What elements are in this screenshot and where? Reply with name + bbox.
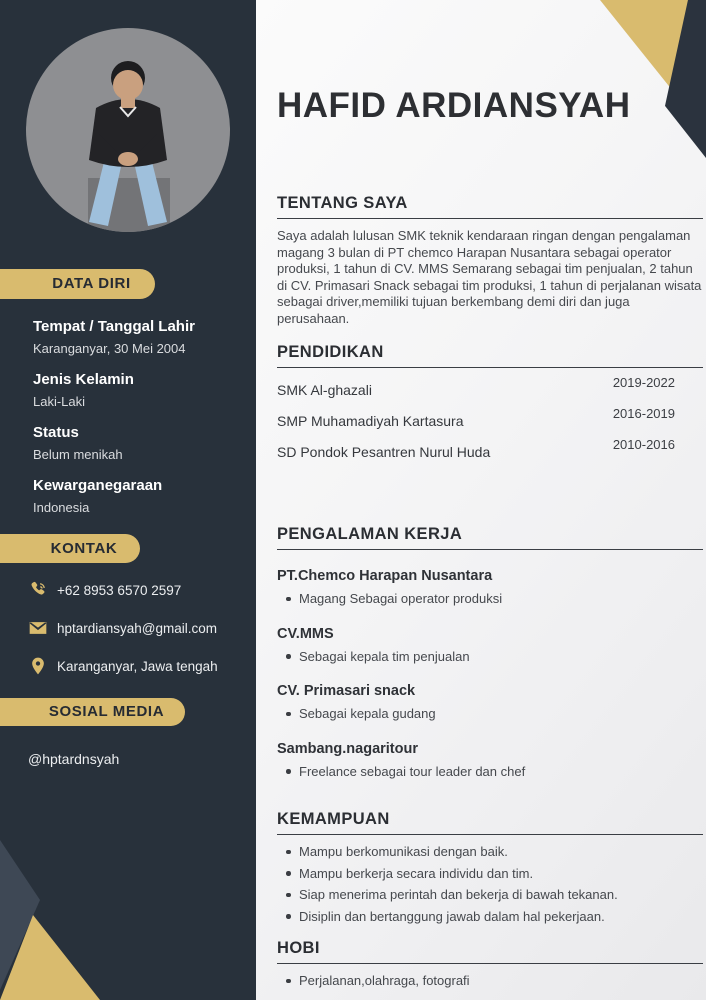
section-hobi [277, 939, 703, 990]
section-heading: HOBI [277, 939, 703, 964]
data-diri-fields [0, 317, 256, 516]
section-pengalaman-kerja [277, 525, 703, 780]
skill-item: Siap menerima perintah dan bekerja di bawah tekanan. [277, 886, 703, 904]
skills-list [277, 843, 703, 925]
sosial-media-badge: SOSIAL MEDIA [0, 698, 185, 726]
social-handle: @hptardnsyah [28, 751, 120, 767]
section-heading: KEMAMPUAN [277, 810, 703, 835]
field-value: Karanganyar, 30 Mei 2004 [33, 341, 186, 356]
field-gender [33, 370, 242, 410]
education-row [277, 370, 703, 401]
section-heading: TENTANG SAYA [277, 194, 703, 219]
email-address: hptardiansyah@gmail.com [57, 620, 218, 636]
skill-item: Disiplin dan bertanggung jawab dalam hal pekerjaan. [277, 908, 703, 926]
company-name: Sambang.nagaritour [277, 740, 418, 757]
page-title: HAFID ARDIANSYAH [277, 86, 631, 125]
kontak-badge: KONTAK [0, 534, 140, 563]
field-status [33, 423, 242, 463]
school-name: SD Pondok Pesantren Nurul Huda [277, 444, 491, 460]
contact-row-email [28, 618, 256, 638]
job-entry [277, 683, 703, 723]
mail-icon [28, 618, 48, 638]
contact-list [0, 580, 256, 676]
job-entry [277, 741, 703, 781]
job-role: Magang Sebagai operator produksi [277, 590, 703, 608]
hobby-item: Perjalanan,olahraga, fotografi [277, 972, 703, 990]
field-value: Indonesia [33, 500, 90, 515]
company-name: CV. Primasari snack [277, 683, 416, 699]
contact-row-location [28, 656, 256, 676]
section-heading: PENGALAMAN KERJA [277, 525, 703, 550]
skill-item: Mampu berkerja secara individu dan tim. [277, 865, 703, 883]
school-years: 2016-2019 [612, 406, 675, 421]
contact-row-phone [28, 580, 256, 600]
location-text: Karanganyar, Jawa tengah [57, 658, 218, 674]
section-pendidikan [277, 343, 703, 463]
about-text: Saya adalah lulusan SMK teknik kendaraan ringan dengan pengalaman magang 3 bulan di PT chemco Harapan Nusantara sebagai operator produksi, 1 tahun di CV. MMS Semarang sebagai tim penjualan, 2 tahun di CV. Primasari Snack sebagai tim produksi, 1 tahun di perjalanan wisata sebagai driver,memiliki tujuan berkembang demi diri dan juga perusahaan. [277, 228, 702, 326]
field-label: Jenis Kelamin [33, 371, 134, 388]
field-label: Kewarganegaraan [33, 477, 163, 494]
field-value: Laki-Laki [33, 394, 86, 409]
education-row [277, 432, 703, 463]
education-rows [277, 370, 703, 463]
job-entry [277, 568, 703, 608]
content [256, 0, 706, 1000]
field-label: Tempat / Tanggal Lahir [33, 318, 195, 335]
hobby-list [277, 972, 703, 990]
phone-number: +62 8953 6570 2597 [57, 582, 182, 598]
section-kemampuan [277, 810, 703, 925]
skill-item: Mampu berkomunikasi dengan baik. [277, 843, 703, 861]
field-birth [33, 317, 242, 357]
school-years: 2019-2022 [612, 375, 675, 390]
sidebar [0, 0, 256, 1000]
job-role: Sebagai kepala gudang [277, 705, 703, 723]
field-label: Status [33, 424, 79, 441]
school-name: SMP Muhamadiyah Kartasura [277, 413, 464, 429]
profile-photo-circle [26, 28, 230, 232]
location-icon [28, 656, 48, 676]
section-heading: PENDIDIKAN [277, 343, 703, 368]
job-role: Sebagai kepala tim penjualan [277, 648, 703, 666]
company-name: PT.Chemco Harapan Nusantara [277, 568, 493, 584]
field-nationality [33, 476, 242, 516]
section-tentang-saya [277, 194, 703, 327]
profile-photo [26, 28, 230, 232]
job-entry [277, 626, 703, 666]
school-name: SMK Al-ghazali [277, 382, 372, 398]
school-years: 2010-2016 [612, 437, 675, 452]
data-diri-badge: DATA DIRI [0, 269, 155, 299]
field-value: Belum menikah [33, 447, 123, 462]
job-role: Freelance sebagai tour leader dan chef [277, 763, 703, 781]
education-row [277, 401, 703, 432]
person-portrait-illustration [26, 28, 230, 232]
phone-icon [28, 580, 48, 600]
company-name: CV.MMS [277, 625, 334, 642]
